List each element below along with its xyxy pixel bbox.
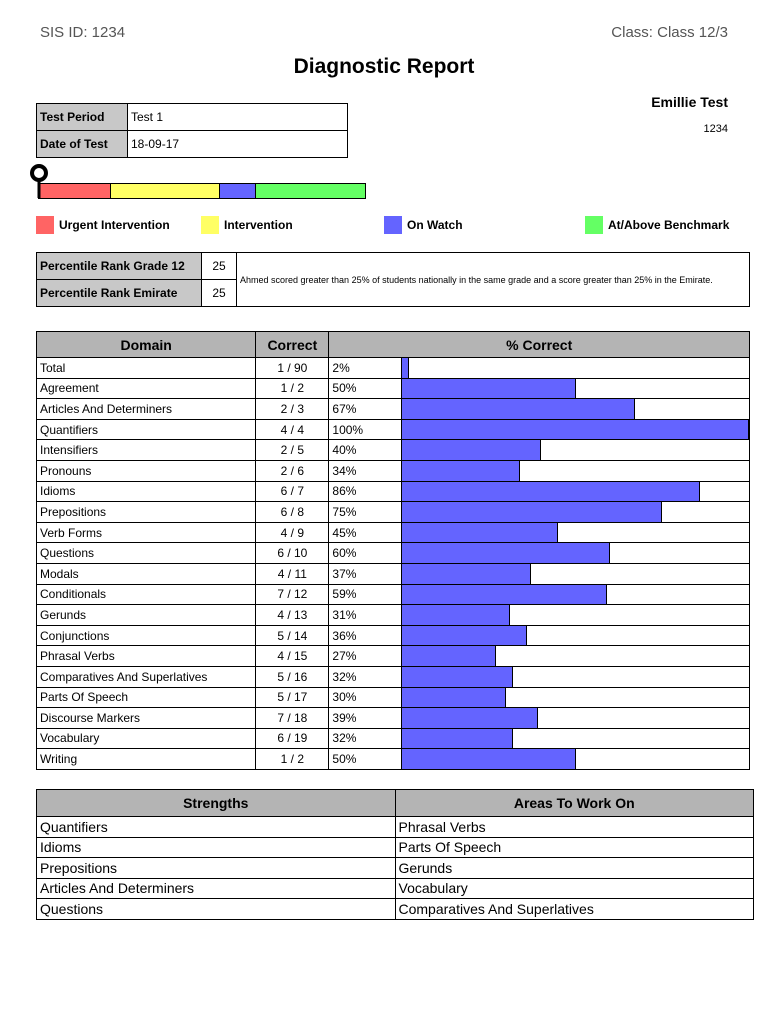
correct-cell: 4 / 4 [256,419,329,440]
correct-cell: 4 / 13 [256,605,329,626]
domain-cell: Prepositions [37,502,256,523]
pct-cell: 37% [329,563,402,584]
test-info-table [36,103,348,158]
correct-cell: 2 / 6 [256,460,329,481]
legend-urgent [36,216,170,234]
pct-bar [402,461,520,481]
test-period-value: Test 1 [128,104,348,131]
domain-cell: Parts Of Speech [37,687,256,708]
legend-swatch [201,216,219,234]
student-id: 1234 [703,123,728,135]
pct-cell: 67% [329,399,402,420]
pct-bar-cell [402,584,750,605]
correct-cell: 1 / 90 [256,358,329,379]
domain-cell: Articles And Determiners [37,399,256,420]
domain-cell: Intensifiers [37,440,256,461]
pct-cell: 50% [329,378,402,399]
pct-bar-cell [402,708,750,729]
pct-cell: 50% [329,749,402,770]
legend-swatch [384,216,402,234]
correct-cell: 6 / 8 [256,502,329,523]
area-cell: Gerunds [395,858,754,879]
strength-cell: Quantifiers [37,817,396,838]
domain-cell: Writing [37,749,256,770]
scale-segment [39,184,111,198]
domain-cell: Vocabulary [37,728,256,749]
strengths-header: Strengths [37,790,396,817]
domain-cell: Comparatives And Superlatives [37,666,256,687]
pct-cell: 30% [329,687,402,708]
domain-cell: Total [37,358,256,379]
pct-bar [402,708,537,728]
table-row [37,666,750,687]
domain-table-header [37,332,750,358]
pct-bar [402,420,749,440]
correct-cell: 5 / 17 [256,687,329,708]
pct-bar [402,729,513,749]
pct-bar-cell [402,605,750,626]
correct-cell: 1 / 2 [256,749,329,770]
date-of-test-value: 18-09-17 [128,131,348,158]
pct-bar [402,605,509,625]
pct-bar-cell [402,563,750,584]
page-title: Diagnostic Report [293,55,475,78]
pct-bar-cell [402,378,750,399]
domain-header: Domain [37,332,256,358]
pct-cell: 2% [329,358,402,379]
pct-bar [402,379,575,399]
legend-on-watch [384,216,463,234]
table-row [37,584,750,605]
pct-cell: 100% [329,419,402,440]
table-row [37,817,754,838]
test-period-row [37,104,348,131]
class-label: Class: Class 12/3 [611,24,728,41]
pct-bar-cell [402,687,750,708]
legend-swatch [585,216,603,234]
pct-cell: 34% [329,460,402,481]
domain-cell: Phrasal Verbs [37,646,256,667]
test-period-label: Test Period [37,104,128,131]
legend-intervention [201,216,293,234]
percentile-table [36,252,750,307]
pct-bar-cell [402,399,750,420]
strengths-table-header [37,790,754,817]
pct-bar-cell [402,358,750,379]
areas-header: Areas To Work On [395,790,754,817]
pct-bar-cell [402,666,750,687]
table-row [37,858,754,879]
pct-bar [402,358,409,378]
domain-cell: Discourse Markers [37,708,256,729]
percentile-note: Ahmed scored greater than 25% of students nationally in the same grade and a score greater than 25% in the Emirate. [237,253,750,307]
pct-cell: 40% [329,440,402,461]
correct-cell: 7 / 18 [256,708,329,729]
domain-cell: Quantifiers [37,419,256,440]
scale-segment [111,184,220,198]
pct-bar-cell [402,481,750,502]
table-row [37,358,750,379]
correct-cell: 5 / 14 [256,625,329,646]
date-of-test-label: Date of Test [37,131,128,158]
pct-cell: 39% [329,708,402,729]
table-row [37,605,750,626]
strength-cell: Articles And Determiners [37,878,396,899]
table-row [37,878,754,899]
domain-cell: Pronouns [37,460,256,481]
table-row [37,708,750,729]
table-row [37,502,750,523]
pct-bar-cell [402,625,750,646]
pct-bar [402,543,610,563]
scale-segment [220,184,256,198]
pct-bar-cell [402,543,750,564]
strength-cell: Questions [37,899,396,920]
percentile-grade-value: 25 [202,253,237,280]
correct-cell: 5 / 16 [256,666,329,687]
table-row [37,419,750,440]
area-cell: Vocabulary [395,878,754,899]
percentile-emirate-value: 25 [202,280,237,307]
table-row [37,899,754,920]
pct-cell: 60% [329,543,402,564]
legend-label: Urgent Intervention [59,218,170,232]
area-cell: Phrasal Verbs [395,817,754,838]
correct-cell: 4 / 15 [256,646,329,667]
pct-bar-cell [402,419,750,440]
table-row [37,837,754,858]
correct-cell: 6 / 7 [256,481,329,502]
map-pin-icon [29,164,49,198]
pct-bar [402,399,634,419]
pct-cell: 32% [329,728,402,749]
pct-bar-cell [402,522,750,543]
scale-segment [256,184,365,198]
pct-bar [402,523,558,543]
domain-table [36,331,750,770]
pct-bar-cell [402,728,750,749]
percentile-emirate-label: Percentile Rank Emirate [37,280,202,307]
correct-cell: 4 / 11 [256,563,329,584]
pct-cell: 32% [329,666,402,687]
pct-bar-cell [402,460,750,481]
pct-bar [402,440,541,460]
strength-cell: Idioms [37,837,396,858]
pct-bar-cell [402,749,750,770]
table-row [37,460,750,481]
area-cell: Parts Of Speech [395,837,754,858]
pct-bar [402,564,530,584]
table-row [37,563,750,584]
legend-swatch [36,216,54,234]
legend-benchmark [585,216,729,234]
strength-cell: Prepositions [37,858,396,879]
table-row [37,378,750,399]
table-row [37,749,750,770]
domain-cell: Conditionals [37,584,256,605]
correct-header: Correct [256,332,329,358]
pct-cell: 31% [329,605,402,626]
domain-cell: Modals [37,563,256,584]
correct-cell: 1 / 2 [256,378,329,399]
domain-cell: Questions [37,543,256,564]
pct-bar [402,688,506,708]
table-row [37,543,750,564]
pct-bar [402,646,496,666]
sis-id: SIS ID: 1234 [40,24,126,41]
pct-cell: 27% [329,646,402,667]
student-name: Emillie Test [651,94,728,110]
pct-bar [402,482,700,502]
table-row [37,625,750,646]
correct-cell: 2 / 3 [256,399,329,420]
area-cell: Comparatives And Superlatives [395,899,754,920]
table-row [37,728,750,749]
pct-cell: 86% [329,481,402,502]
table-row [37,481,750,502]
pct-bar-cell [402,502,750,523]
legend-label: On Watch [407,218,463,232]
date-of-test-row [37,131,348,158]
table-row [37,522,750,543]
correct-cell: 2 / 5 [256,440,329,461]
pct-cell: 45% [329,522,402,543]
correct-cell: 6 / 10 [256,543,329,564]
pct-bar-cell [402,646,750,667]
correct-cell: 4 / 9 [256,522,329,543]
domain-cell: Conjunctions [37,625,256,646]
domain-cell: Gerunds [37,605,256,626]
correct-cell: 6 / 19 [256,728,329,749]
pct-header: % Correct [329,332,750,358]
table-row [37,440,750,461]
pct-cell: 36% [329,625,402,646]
percentile-grade-label: Percentile Rank Grade 12 [37,253,202,280]
domain-cell: Idioms [37,481,256,502]
percentile-row-grade [37,253,750,280]
domain-cell: Agreement [37,378,256,399]
table-row [37,687,750,708]
correct-cell: 7 / 12 [256,584,329,605]
table-row [37,399,750,420]
pct-bar [402,667,513,687]
pct-bar [402,502,662,522]
pct-bar [402,626,527,646]
pct-bar [402,585,606,605]
domain-cell: Verb Forms [37,522,256,543]
strengths-table [36,789,754,920]
pct-cell: 59% [329,584,402,605]
pct-bar-cell [402,440,750,461]
pct-bar [402,749,575,769]
pct-cell: 75% [329,502,402,523]
legend-label: Intervention [224,218,293,232]
table-row [37,646,750,667]
benchmark-scale [38,183,366,199]
legend-label: At/Above Benchmark [608,218,730,232]
